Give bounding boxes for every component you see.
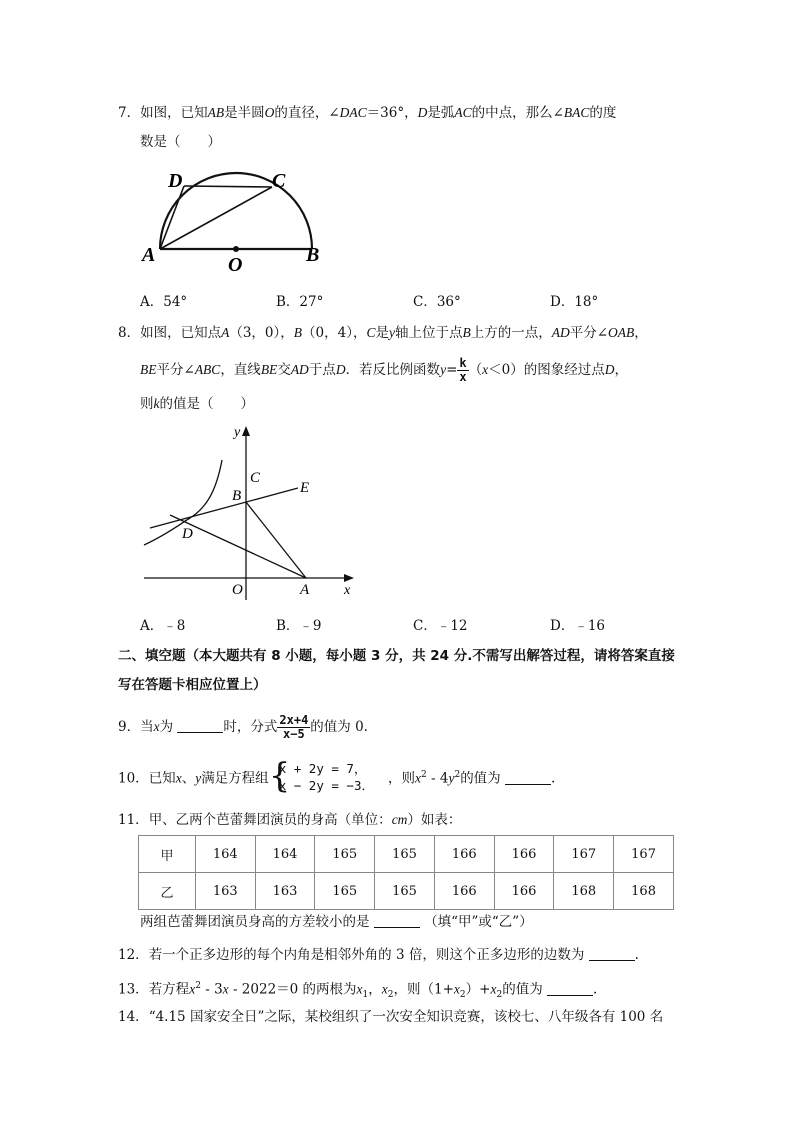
- q10-answer-blank[interactable]: [505, 770, 551, 785]
- q9-answer-blank[interactable]: [177, 718, 223, 733]
- q11-question-line: 两组芭蕾舞团演员身高的方差较小的是 （填“甲”或“乙”）: [140, 914, 533, 930]
- q12-line: 12．若一个正多边形的每个内角是相邻外角的 3 倍，则这个正多边形的边数为 .: [118, 947, 639, 963]
- q8-label-B: B: [232, 488, 242, 504]
- q9-line: 9．当x为 时，分式 $\frac{2x+4}{x-5}$ 的值为 0.: [118, 713, 368, 741]
- q7-label-A: A: [142, 244, 156, 266]
- q8-line2: BE平分∠ABC，直线BE交AD于点D．若反比例函数y= $\frac{k}{x}$ （x＜0）的图象经过点D，: [140, 356, 628, 384]
- q9-fraction: $\frac{2x+4}{x-5}$: [279, 713, 309, 741]
- table-row: 乙 163 163 165 165 166 166 168 168: [139, 873, 674, 910]
- section2-heading-line2: 写在答题卡相应位置上）: [118, 677, 267, 693]
- q8-label-y: y: [234, 425, 241, 440]
- q12-answer-blank[interactable]: [589, 946, 635, 961]
- table-row: 甲 164 164 165 165 166 166 167 167: [139, 836, 674, 873]
- q7-label-O: O: [228, 254, 243, 275]
- q7-choice-c[interactable]: C．36°: [413, 294, 461, 310]
- q13-answer-blank[interactable]: [547, 981, 593, 996]
- q7-line1: 7．如图，已知AB是半圆O的直径，∠DAC＝36°，D是弧AC的中点，那么∠BAC的度: [118, 105, 617, 121]
- q8-label-C: C: [250, 470, 261, 486]
- q11-answer-blank[interactable]: [374, 913, 420, 928]
- q7-figure: [138, 165, 328, 275]
- q7-choice-b[interactable]: B．27°: [276, 294, 324, 310]
- q8-label-O: O: [232, 582, 243, 598]
- q7-label-C: C: [272, 170, 286, 192]
- q13-line: 13．若方程$x^2 - 3x - 2022=0$ 的两根为$x_1$，$x_2$，则$(1+x_2)+x_2$的值为 .: [118, 981, 598, 1001]
- q8-choice-d[interactable]: D．﹣16: [550, 618, 606, 634]
- q11-height-table: [138, 835, 674, 910]
- q8-label-A: A: [300, 582, 310, 598]
- q10-line: 10．已知x、y满足方程组 { x + 2y = 7， x − 2y = −3． ，则$x^2 - 4y^2$的值为 .: [118, 756, 556, 796]
- section2-heading-line1: 二、填空题（本大题共有 8 小题，每小题 3 分，共 24 分.不需写出解答过程，请将答案直接: [118, 648, 675, 664]
- q8-choice-b[interactable]: B．﹣9: [276, 618, 322, 634]
- q7-choice-d[interactable]: D．18°: [550, 294, 599, 310]
- q7-label-B: B: [306, 244, 320, 266]
- q11-line: 11．甲、乙两个芭蕾舞团演员的身高（单位：cm）如表：: [118, 812, 462, 828]
- q7-choice-a[interactable]: A．54°: [140, 294, 188, 310]
- q8-label-E: E: [300, 480, 310, 496]
- q8-line1: 8．如图，已知点A（3，0），B（0，4），C是y轴上位于点B上方的一点，AD平分∠OAB，: [118, 325, 648, 341]
- q8-figure: [138, 420, 363, 605]
- q8-choice-a[interactable]: A．﹣8: [140, 618, 186, 634]
- q14-line: 14．“4.15 国家安全日”之际，某校组织了一次安全知识竞赛，该校七、八年级各有 100 名: [118, 1009, 664, 1025]
- q7-label-D: D: [168, 170, 183, 192]
- q8-line3: 则k的值是（ ）: [140, 396, 254, 412]
- q10-equation-system: { x + 2y = 7， x − 2y = −3．: [268, 756, 374, 796]
- q8-label-D: D: [182, 526, 193, 542]
- q8-choice-c[interactable]: C．﹣12: [413, 618, 468, 634]
- q7-line2: 数是（ ）: [140, 134, 221, 150]
- q8-label-x: x: [344, 583, 351, 598]
- q8-fraction-k-over-x: $\frac{k}{x}$: [459, 356, 467, 384]
